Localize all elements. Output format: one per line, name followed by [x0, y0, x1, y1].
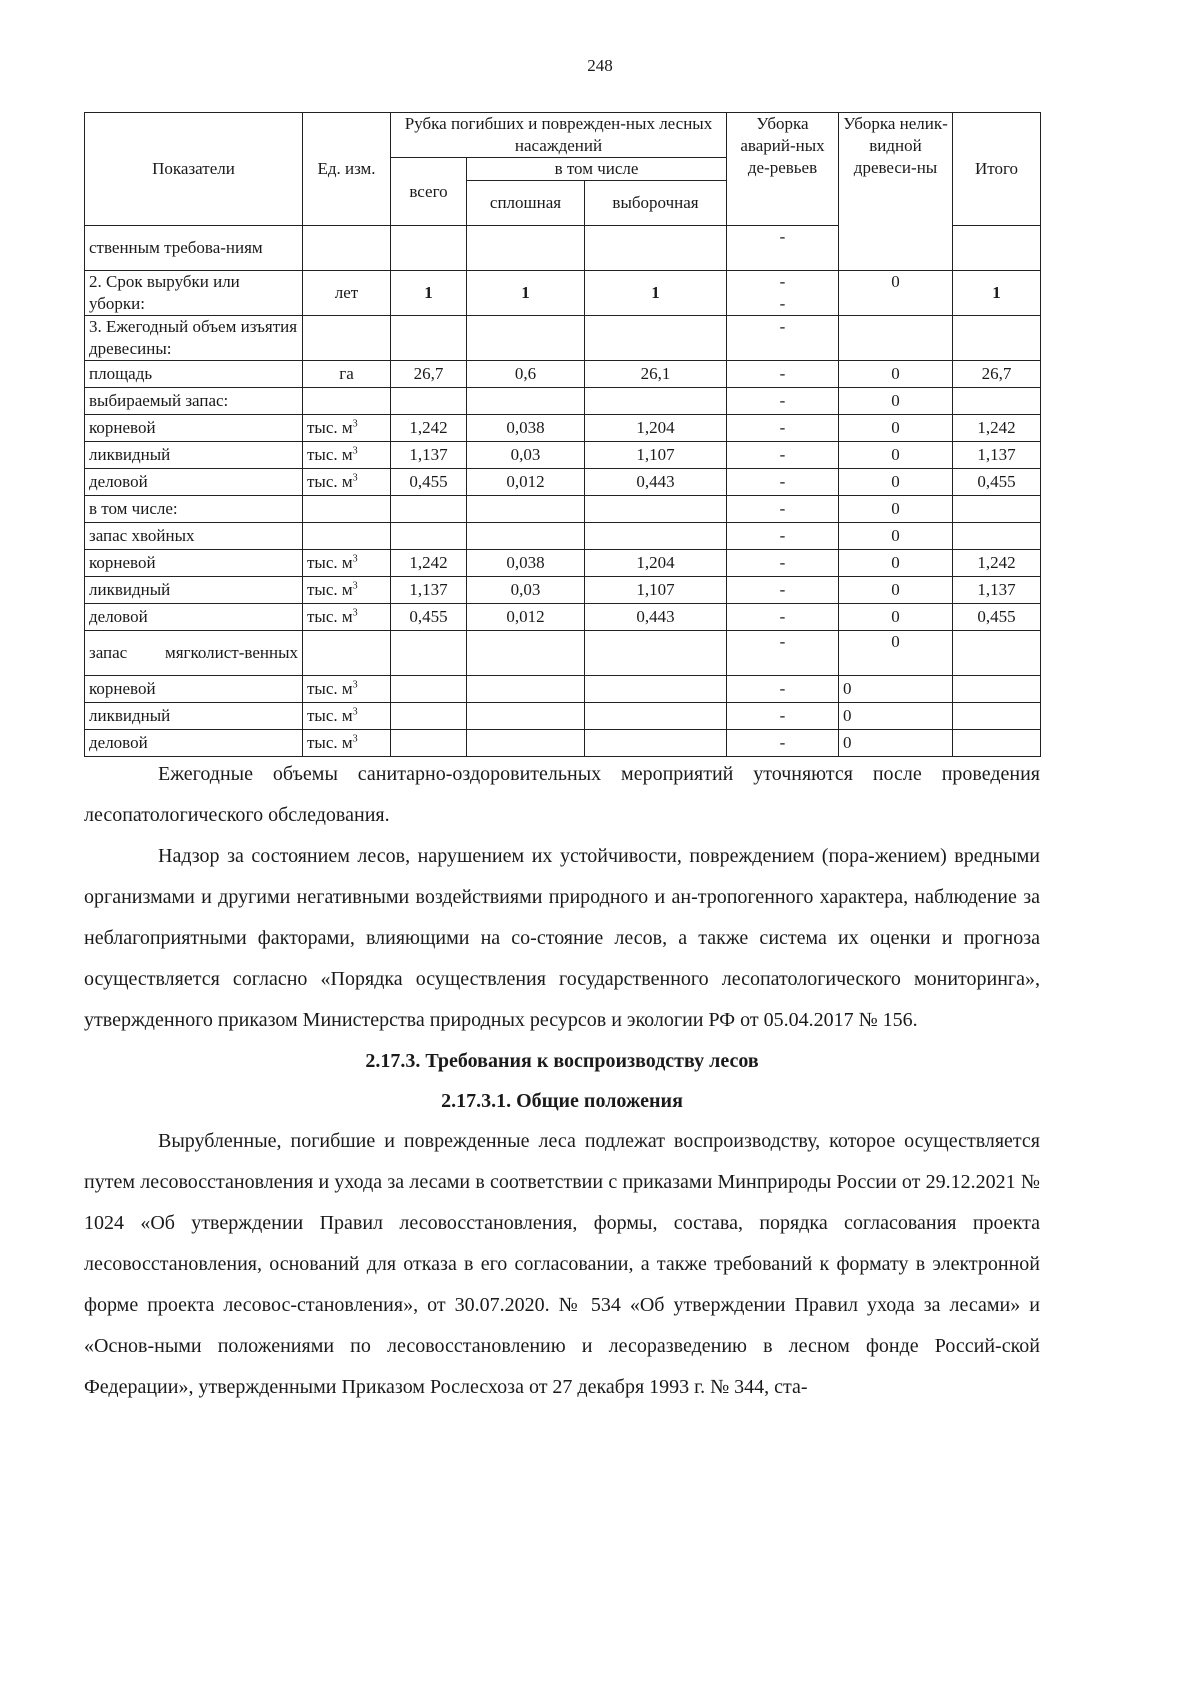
row-itogo: 1,242: [953, 550, 1041, 577]
row-selective: [585, 730, 727, 757]
row-label: деловой: [85, 469, 303, 496]
period-selective: 1: [585, 271, 727, 316]
row-label: деловой: [85, 604, 303, 631]
row-itogo: 1,242: [953, 415, 1041, 442]
table-row: [85, 271, 1041, 316]
row-selective: [585, 388, 727, 415]
row-illiquid: 0: [839, 496, 953, 523]
period-clear: 1: [467, 271, 585, 316]
header-total-all: всего: [391, 158, 467, 226]
page-number: 248: [587, 56, 613, 75]
row-label: ликвидный: [85, 577, 303, 604]
period-unit: лет: [303, 271, 391, 316]
row-selective: 26,1: [585, 361, 727, 388]
table-row: [85, 469, 1041, 496]
table-row: [85, 523, 1041, 550]
row-emergency: -: [727, 604, 839, 631]
row-total: [391, 730, 467, 757]
row-label: корневой: [85, 415, 303, 442]
row-illiquid: 0: [839, 415, 953, 442]
row-label: запас хвойных: [85, 523, 303, 550]
row-total: [391, 496, 467, 523]
row-illiquid: 0: [839, 730, 953, 757]
annual-emergency: -: [727, 316, 839, 361]
paragraph-reproduction: Вырубленные, погибшие и поврежденные леса подлежат воспроизводству, которое осуществляется путем лесовосстановления и ухода за лесами в соответствии с приказами Минприроды России от 29.12.2021 № 1024 «Об утверждении Правил лесовосстановления, формы, состава, порядка согласования проекта лесовосстановления, оснований для отказа в его согласовании, а также требований к формату в электронной форме проекта лесовос-становления», от 30.07.2020. № 534 «Об утверждении Правил ухода за лесами» и «Основ-ными положениями по лесовосстановлению и лесоразведению в лесном фонде Россий-ской Федерации», утвержденными Приказом Рослесхоза от 27 декабря 1993 г. № 344, ста-: [84, 1130, 1040, 1398]
header-itogo: Итого: [953, 113, 1041, 226]
row-unit: га: [303, 361, 391, 388]
row-clear: 0,03: [467, 577, 585, 604]
row-itogo: [953, 730, 1041, 757]
row-itogo: 1,137: [953, 577, 1041, 604]
row-total: 0,455: [391, 604, 467, 631]
soft-row-label: запас мягколист-венных: [85, 631, 303, 676]
header-incl: в том числе: [467, 158, 727, 181]
forest-measures-table: [84, 112, 1041, 757]
header-selective: выборочная: [585, 181, 727, 226]
row-unit: тыс. $м^3$: [303, 550, 391, 577]
row-clear: [467, 703, 585, 730]
row-illiquid: 0: [839, 388, 953, 415]
row-illiquid: 0: [839, 361, 953, 388]
row-label: ликвидный: [85, 442, 303, 469]
row-selective: [585, 523, 727, 550]
header-illiquid: Уборка нелик-видной древеси-ны: [839, 113, 953, 271]
row-emergency: -: [727, 550, 839, 577]
row-selective: [585, 703, 727, 730]
row-itogo: [953, 523, 1041, 550]
table-row: [85, 631, 1041, 676]
table-row: [85, 496, 1041, 523]
row-total: 1,137: [391, 442, 467, 469]
row-unit: тыс. $м^3$: [303, 703, 391, 730]
row-clear: [467, 676, 585, 703]
row-total: 1,242: [391, 415, 467, 442]
row-label: в том числе:: [85, 496, 303, 523]
row-total: [391, 388, 467, 415]
row-itogo: [953, 676, 1041, 703]
table-row: [85, 604, 1041, 631]
row-emergency: -: [727, 469, 839, 496]
row-emergency: -: [727, 577, 839, 604]
row-emergency: -: [727, 415, 839, 442]
row-emergency: -: [727, 676, 839, 703]
row-illiquid: 0: [839, 604, 953, 631]
table-row: [85, 730, 1041, 757]
row-clear: 0,038: [467, 415, 585, 442]
row-unit: тыс. $м^3$: [303, 442, 391, 469]
table-row: [85, 361, 1041, 388]
table-row: [85, 388, 1041, 415]
row-clear: 0,038: [467, 550, 585, 577]
header-felling-group: Рубка погибших и поврежден-ных лесных насаждений: [391, 113, 727, 158]
row-selective: 1,204: [585, 550, 727, 577]
table-row: [85, 442, 1041, 469]
row-emergency: -: [727, 388, 839, 415]
header-unit: Ед. изм.: [303, 113, 391, 226]
row-itogo: [953, 496, 1041, 523]
row-clear: 0,012: [467, 469, 585, 496]
period-label: 2. Срок вырубки или уборки:: [85, 271, 303, 316]
row-itogo: 26,7: [953, 361, 1041, 388]
row-selective: 0,443: [585, 469, 727, 496]
row-selective: [585, 496, 727, 523]
row-illiquid: 0: [839, 577, 953, 604]
row-unit: [303, 523, 391, 550]
row-total: [391, 676, 467, 703]
row-selective: 1,107: [585, 577, 727, 604]
row-itogo: 0,455: [953, 604, 1041, 631]
row-itogo: [953, 703, 1041, 730]
row-unit: тыс. $м^3$: [303, 604, 391, 631]
row-total: 26,7: [391, 361, 467, 388]
row-emergency: -: [727, 442, 839, 469]
row-total: [391, 703, 467, 730]
row-label: деловой: [85, 730, 303, 757]
row-selective: 0,443: [585, 604, 727, 631]
period-total: 1: [391, 271, 467, 316]
paragraph-forest-supervision: Надзор за состоянием лесов, нарушением их устойчивости, повреждением (пора-жением) вредными организмами и другими негативными воздействиями природного и ан-тропогенного характера, наблюдение за неблагоприятными факторами, влияющими на со-стояние лесов, а также система их оценки и прогноза осуществляется согласно «Порядка осуществления государственного лесопатологического мониторинга», утвержденного приказом Министерства природных ресурсов и экологии РФ от 05.04.2017 № 156.: [84, 845, 1040, 1031]
row-emergency: -: [727, 496, 839, 523]
body-text: [84, 754, 1040, 1408]
row-unit: тыс. $м^3$: [303, 730, 391, 757]
row-clear: [467, 730, 585, 757]
row-unit: [303, 388, 391, 415]
row-label: выбираемый запас:: [85, 388, 303, 415]
row-unit: тыс. $м^3$: [303, 577, 391, 604]
row-clear: 0,03: [467, 442, 585, 469]
row-illiquid: 0: [839, 523, 953, 550]
row-clear: 0,012: [467, 604, 585, 631]
row-label: площадь: [85, 361, 303, 388]
row-itogo: 0,455: [953, 469, 1041, 496]
row-itogo: [953, 388, 1041, 415]
cont-row-emergency: -: [727, 226, 839, 271]
row-label: ликвидный: [85, 703, 303, 730]
table-row: [85, 676, 1041, 703]
row-clear: [467, 388, 585, 415]
row-unit: тыс. $м^3$: [303, 469, 391, 496]
row-clear: 0,6: [467, 361, 585, 388]
row-selective: [585, 676, 727, 703]
row-illiquid: 0: [839, 676, 953, 703]
table-header-row: [85, 113, 1041, 158]
period-emergency: - -: [727, 271, 839, 316]
row-emergency: -: [727, 523, 839, 550]
row-itogo: 1,137: [953, 442, 1041, 469]
row-illiquid: 0: [839, 442, 953, 469]
row-illiquid: 0: [839, 550, 953, 577]
cont-row-label: ственным требова-ниям: [85, 226, 303, 271]
row-selective: 1,107: [585, 442, 727, 469]
row-emergency: -: [727, 730, 839, 757]
header-clear: сплошная: [467, 181, 585, 226]
soft-row-illiquid: 0: [839, 631, 953, 676]
row-illiquid: 0: [839, 469, 953, 496]
row-selective: 1,204: [585, 415, 727, 442]
header-emergency: Уборка аварий-ных де-ревьев: [727, 113, 839, 226]
annual-label: 3. Ежегодный объем изъятия древесины:: [85, 316, 303, 361]
section-heading-reproduction: 2.17.3. Требования к воспроизводству лесов: [365, 1050, 759, 1072]
row-unit: тыс. $м^3$: [303, 415, 391, 442]
table-row: [85, 415, 1041, 442]
header-indicators: Показатели: [85, 113, 303, 226]
row-total: 1,137: [391, 577, 467, 604]
subsection-heading-general: 2.17.3.1. Общие положения: [441, 1090, 683, 1112]
table-row: [85, 703, 1041, 730]
row-label: корневой: [85, 550, 303, 577]
table-row: [85, 577, 1041, 604]
row-clear: [467, 496, 585, 523]
row-emergency: -: [727, 361, 839, 388]
row-illiquid: 0: [839, 703, 953, 730]
row-total: [391, 523, 467, 550]
paragraph-annual-volumes: Ежегодные объемы санитарно-оздоровительных мероприятий уточняются после проведения лесопатологического обследования.: [84, 763, 1040, 826]
row-total: 0,455: [391, 469, 467, 496]
table-row: [85, 316, 1041, 361]
period-illiquid: 0: [839, 271, 953, 316]
table-row: [85, 550, 1041, 577]
period-itogo: 1: [953, 271, 1041, 316]
row-emergency: -: [727, 703, 839, 730]
row-label: корневой: [85, 676, 303, 703]
row-unit: [303, 496, 391, 523]
row-clear: [467, 523, 585, 550]
soft-row-emergency: -: [727, 631, 839, 676]
row-total: 1,242: [391, 550, 467, 577]
row-unit: тыс. $м^3$: [303, 676, 391, 703]
